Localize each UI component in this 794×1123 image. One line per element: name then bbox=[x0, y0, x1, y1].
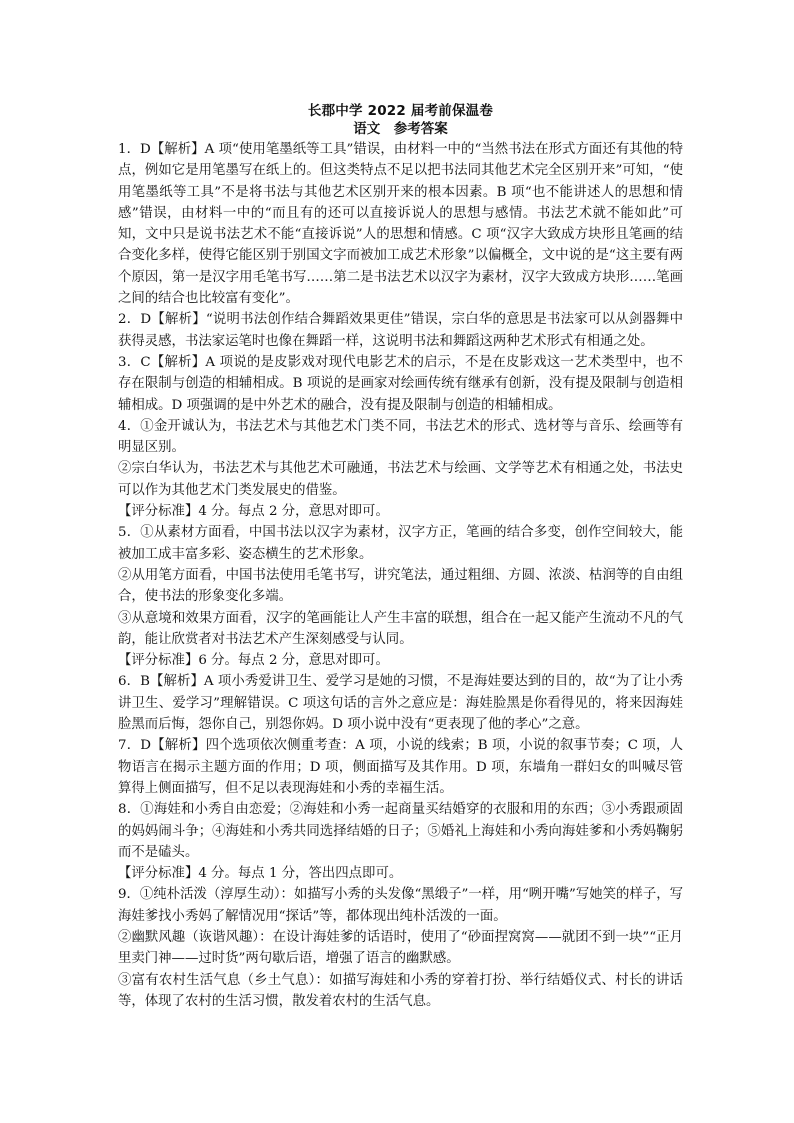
answer-6: 6．B【解析】A 项小秀爱讲卫生、爱学习是她的习惯，不是海娃要达到的目的，故“为了让小秀讲卫生、爱学习”理解错误。C 项这句话的言外之意应是：海娃脸黑是你看得见的，将来因海娃脸黑而后悔，怨你自己，别怨你妈。D 项小说中没有“更表现了他的孝心”之意。 bbox=[118, 674, 683, 733]
answer-8: 8．①海娃和小秀自由恋爱；②海娃和小秀一起商量买结婚穿的衣服和用的东西；③小秀跟顽固的妈妈闹斗争；④海娃和小秀共同选择结婚的日子；⑤婚礼上海娃和小秀向海娃爹和小秀妈鞠躬而不是磕头。 bbox=[118, 802, 683, 860]
answer-4-point-2: ②宗白华认为，书法艺术与其他艺术可融通，书法艺术与绘画、文学等艺术有相通之处，书法史可以作为其他艺术门类发展史的借鉴。 bbox=[118, 461, 683, 498]
answer-8-scoring: 【评分标准】4 分。每点 1 分，答出四点即可。 bbox=[118, 866, 403, 882]
answer-1: 1．D【解析】A 项“使用笔墨纸等工具”错误，由材料一中的“当然书法在形式方面还有其他的特点，例如它是用笔墨写在纸上的。但这类特点不足以把书法同其他艺术完全区别开来”可知，“使用笔墨纸等工具”不是将书法与其他艺术区别开来的根本因素。B 项“也不能讲述人的思想和情感”错误，由材料一中的“而且有的还可以直接诉说人的思想与感情。书法艺术就不能如此”可知，文中只是说书法艺术不能“直接诉说”人的思想和情感。C 项“汉字大致成方块形且笔画的结合变化多样，使得它能区别于别国文字而被加工成艺术形象”以偏概全，文中说的是“这主要有两个原因，第一是汉字用毛笔书写……第二是书法艺术以汉字为素材，汉字大致成方块形……笔画之间的结合也比较富有变化”。 bbox=[118, 142, 683, 307]
answer-9-point-3: ③富有农村生活气息（乡土气息）：如描写海娃和小秀的穿着打扮、举行结婚仪式、村长的讲话等，体现了农村的生活习惯，散发着农村的生活气息。 bbox=[118, 972, 683, 1009]
answer-sheet bbox=[118, 102, 683, 1012]
answer-5-point-3: ③从意境和效果方面看，汉字的笔画能让人产生丰富的联想，组合在一起又能产生流动不凡的气韵，能让欣赏者对书法艺术产生深刻感受与认同。 bbox=[118, 610, 683, 647]
answer-7: 7．D【解析】四个选项依次侧重考查：A 项，小说的线索；B 项，小说的叙事节奏；C 项，人物语言在揭示主题方面的作用；D 项，侧面描写及其作用。D 项，东墙角一群妇女的叫喊尽管算得上侧面描写，但不足以表现海娃和小秀的幸福生活。 bbox=[118, 738, 683, 796]
answer-3: 3．C【解析】A 项说的是皮影戏对现代电影艺术的启示，不是在皮影戏这一艺术类型中，也不存在限制与创造的相辅相成。B 项说的是画家对绘画传统有继承有创新，没有提及限制与创造相辅相成。D 项强调的是中外艺术的融合，没有提及限制与创造的相辅相成。 bbox=[118, 354, 683, 413]
document-title: 长郡中学 2022 届考前保温卷 bbox=[307, 103, 494, 119]
answer-9-point-1: 9．①纯朴活泼（淳厚生动）：如描写小秀的头发像“黑缎子”一样，用“咧开嘴”写她笑的样子，写海娃爹找小秀妈了解情况用“探话”等，都体现出纯朴活泼的一面。 bbox=[118, 887, 683, 924]
answer-5-point-1: 5．①从素材方面看，中国书法以汉字为素材，汉字方正，笔画的结合多变，创作空间较大，能被加工成丰富多彩、姿态横生的艺术形象。 bbox=[118, 525, 683, 562]
answer-2: 2．D【解析】“说明书法创作结合舞蹈效果更佳”错误，宗白华的意思是书法家可以从剑器舞中获得灵感，书法家运笔时也像在舞蹈一样，这说明书法和舞蹈这两种艺术形式有相通之处。 bbox=[118, 312, 683, 349]
answer-4-point-1: 4．①金开诚认为，书法艺术与其他艺术门类不同，书法艺术的形式、选材等与音乐、绘画等有明显区别。 bbox=[118, 418, 683, 456]
answer-4-scoring: 【评分标准】4 分。每点 2 分，意思对即可。 bbox=[118, 504, 389, 520]
answer-9-point-2: ②幽默风趣（诙谐风趣）：在设计海娃爹的话语时，使用了“砂面捏窝窝——就团不到一块”“正月里卖门神——过时货”两句歇后语，增强了语言的幽默感。 bbox=[118, 929, 683, 967]
answer-5-scoring: 【评分标准】6 分。每点 2 分，意思对即可。 bbox=[118, 653, 389, 669]
answer-5-point-2: ②从用笔方面看，中国书法使用毛笔书写，讲究笔法，通过粗细、方圆、浓淡、枯润等的自由组合，使书法的形象变化多端。 bbox=[118, 567, 683, 605]
document-subtitle: 语文 参考答案 bbox=[353, 121, 448, 137]
